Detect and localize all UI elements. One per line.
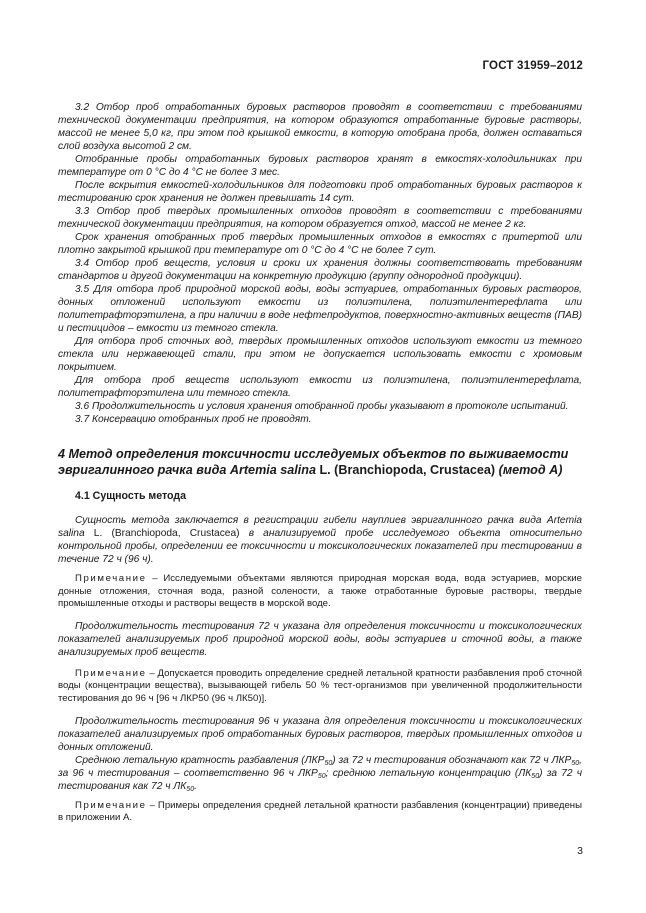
note-1-text: – Исследуемыми объектами являются природная морская вода, вода эстуариев, морские донные отложения, сточная вода, разной солености, а также отработанные буровые растворы, твердые промышленные отходы и растворы веществ в морской воде. [58, 573, 582, 610]
note-2 [58, 668, 582, 706]
median-text-b: ) за 72 ч тестирования обозначают как 72 ч ЛКР [332, 754, 572, 766]
section-4-title: 4 Метод определения токсичности исследуемых объектов по выживаемости эвригалинного рачка вида Artemia salina [58, 447, 569, 477]
paragraph-storage-drilling: Отобранные пробы отработанных буровых растворов хранят в емкостях-холодильниках при температуре от 0 °С до 4 °С не более 3 мес. [58, 154, 582, 178]
paragraph-duration-96: Продолжительность тестирования 96 ч указана для определения токсичности и токсикологических показателей анализируемых проб отработанных буровых растворов, твердых промышленных отходов и донных отложений. [58, 715, 582, 753]
paragraph-3-2: 3.2 Отбор проб отработанных буровых растворов проводят в соответствии с требованиями технической документации предприятия, на котором образуются отработанные буровые растворы, массой не менее 5,0 кг, при этом под крышкой емкости, в которую отобрана проба, должен оставаться слой воздуха высотой 2 см. [58, 102, 582, 152]
main-content [58, 101, 582, 825]
median-text-d: ; среднюю летальную концентрацию (ЛК [325, 767, 532, 779]
median-text-f: . [194, 780, 197, 792]
median-text-e: ) за 72 ч тестирования как 72 ч ЛК [58, 767, 583, 792]
page-number: 3 [577, 845, 583, 857]
median-text-a: Среднюю летальную кратность разбавления (ЛКР [75, 754, 325, 766]
subscript-50: 50 [186, 785, 195, 793]
paragraph-3-4: 3.4 Отбор проб веществ, условия и сроки их хранения должны соответствовать требованиям стандартов и другой документации на конкретную продукцию (группу однородной продукции). [58, 258, 582, 282]
subscript-50: 50 [531, 772, 540, 780]
paragraph-method-essence [58, 514, 582, 566]
paragraph-duration-72: Продолжительность тестирования 72 ч указана для определения токсичности и токсикологических показателей анализируемых проб природной морской воды, воды эстуариев и сточной воды, а также анализируемых проб веществ. [58, 620, 582, 658]
median-text-c: , за 96 ч тестирования – соответственно 96 ч ЛКР [58, 754, 582, 779]
section-4-taxon: L. (Branchiopoda, Crustacea) [319, 463, 496, 477]
note-label: Примечание [75, 573, 147, 584]
paragraph-median-lethal [58, 754, 582, 793]
paragraph-3-5: 3.5 Для отбора проб природной морской воды, воды эстуариев, отработанных буровых растворов, донных отложений используют емкости из полиэтилена, полиэтилентерефлата или политетрафторэтилена, а при наличии в воде нефтепродуктов, поверхностно-активных веществ (ПАВ) и пестицидов – емкости из темного стекла. [58, 284, 582, 334]
note-label: Примечание [75, 799, 147, 811]
paragraph-3-3: 3.3 Отбор проб твердых промышленных отходов проводят в соответствии с требованиями технической документации предприятия, на котором образуется отход, массой не менее 2 кг. [58, 206, 582, 230]
paragraph-3-6: 3.6 Продолжительность и условия хранения отобранной пробы указывают в протоколе испытаний. [75, 401, 569, 412]
paragraph-after-opening: После вскрытия емкостей-холодильников для подготовки проб отработанных буровых растворов к тестированию срок хранения не должен превышать 14 сут. [58, 180, 582, 204]
note-3 [58, 800, 582, 825]
paragraph-containers-substances: Для отбора проб веществ используют емкости из полиэтилена, полиэтилентерефлата, политетрафторэтилена или темного стекла. [58, 375, 582, 399]
document-code: ГОСТ 31959–2012 [482, 60, 583, 72]
note-2-text: – Допускается проводить определение средней летальной кратности разбавления проб сточной воды (концентрации вещества), вызывающей гибель 50 % тест-организмов при увеличенной продолжительности тестирования до 96 ч [96 ч ЛКР50 (96 ч ЛК50)]. [58, 667, 582, 704]
note-label: Примечание [75, 667, 147, 679]
subscript-50: 50 [317, 772, 326, 780]
subscript-50: 50 [324, 759, 333, 767]
essence-text-b: в анализируемой пробе исследуемого объекта относительно контрольной пробы, определении ее токсичности и токсикологических показателей при тестировании в течение 72 ч (96 ч). [58, 528, 582, 565]
subscript-50: 50 [571, 759, 580, 767]
paragraph-3-7: 3.7 Консервацию отобранных проб не проводят. [75, 414, 312, 425]
paragraph-containers-wastewater: Для отбора проб сточных вод, твердых промышленных отходов используют емкости из темного стекла или нержавеющей стали, при этом не допускается использовать емкости с хромовым покрытием. [58, 336, 582, 373]
note-1 [58, 573, 582, 611]
paragraph-storage-solid: Срок хранения отобранных проб твердых промышленных отходов в емкостях с притертой или плотно закрытой крышкой при температуре от 0 °С до 4 °С не более 7 сут. [58, 232, 582, 256]
section-4-heading [58, 446, 582, 478]
essence-text-a: Сущность метода заключается в регистрации гибели науплиев эвригалинного рачка вида Artemia salina [58, 515, 582, 539]
essence-taxon: L. (Branchiopoda, Crustacea) [93, 528, 240, 539]
note-3-text: – Примеры определения средней летальной кратности разбавления (концентрации) приведены в приложении А. [58, 799, 582, 824]
subsection-4-1-heading: 4.1 Сущность метода [75, 490, 187, 502]
section-4-method: (метод А) [498, 463, 563, 477]
